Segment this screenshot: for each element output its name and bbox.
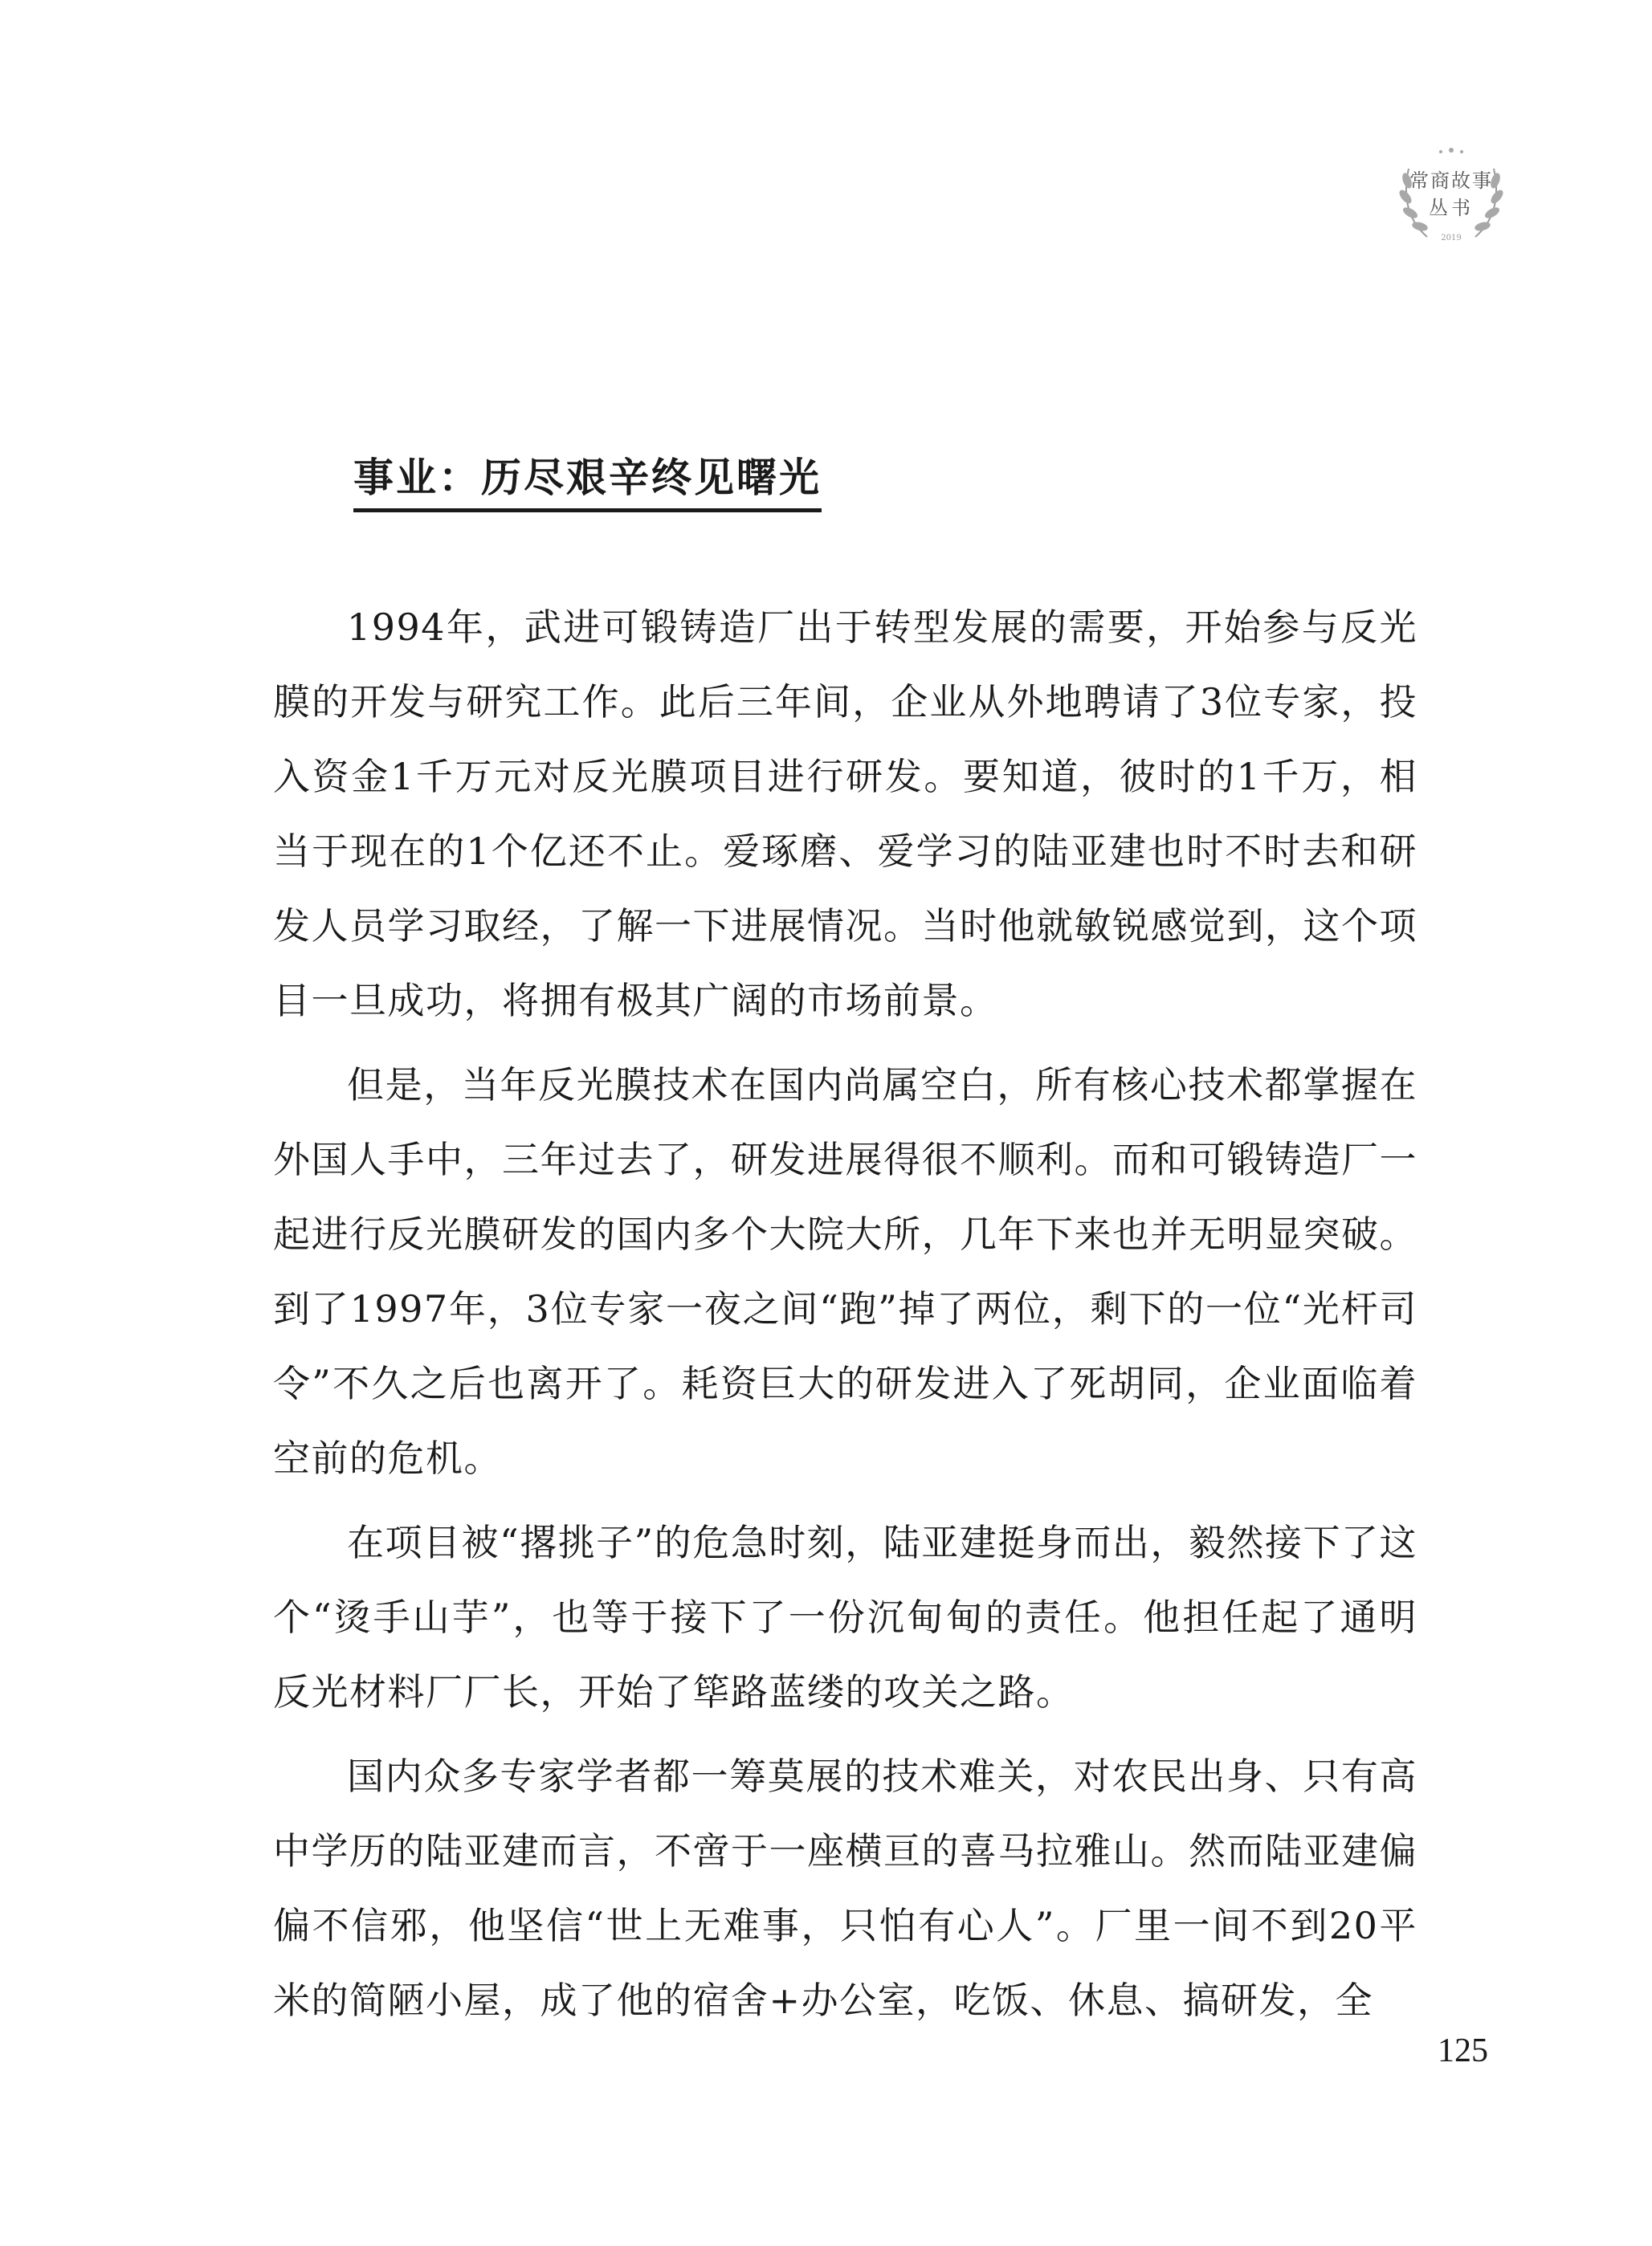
- paragraph: 但是，当年反光膜技术在国内尚属空白，所有核心技术都掌握在外国人手中，三年过去了，研发进展得很不顺利。而和可锻铸造厂一起进行反光膜研发的国内多个大院大所，几年下来也并无明显突破。到了1997年，3位专家一夜之间“跑”掉了两位，剩下的一位“光杆司令”不久之后也离开了。耗资巨大的研发进入了死胡同，企业面临着空前的危机。: [273, 1063, 1417, 1480]
- seal-line-1: 常商故事: [1409, 169, 1493, 192]
- series-seal-logo: [1391, 132, 1511, 253]
- paragraph: 国内众多专家学者都一筹莫展的技术难关，对农民出身、只有高中学历的陆亚建而言，不啻于一座横亘的喜马拉雅山。然而陆亚建偏偏不信邪，他坚信“世上无难事，只怕有心人”。厂里一间不到20平米的简陋小屋，成了他的宿舍+办公室，吃饭、休息、搞研发，全: [273, 1755, 1417, 2022]
- seal-line-2: 丛书: [1429, 197, 1474, 219]
- seal-year: 2019: [1441, 234, 1462, 243]
- section-title: 事业：历尽艰辛终见曙光: [353, 446, 822, 512]
- body-text: [273, 590, 1417, 2048]
- paragraph: 在项目被“撂挑子”的危急时刻，陆亚建挺身而出，毅然接下了这个“烫手山芋”，也等于接下了一份沉甸甸的责任。他担任起了通明反光材料厂厂长，开始了筚路蓝缕的攻关之路。: [273, 1521, 1417, 1714]
- page-number: 125: [1438, 2032, 1488, 2069]
- paragraph: 1994年，武进可锻铸造厂出于转型发展的需要，开始参与反光膜的开发与研究工作。此后三年间，企业从外地聘请了3位专家，投入资金1千万元对反光膜项目进行研发。要知道，彼时的1千万，相当于现在的1个亿还不止。爱琢磨、爱学习的陆亚建也时不时去和研发人员学习取经，了解一下进展情况。当时他就敏锐感觉到，这个项目一旦成功，将拥有极其广阔的市场前景。: [273, 605, 1417, 1022]
